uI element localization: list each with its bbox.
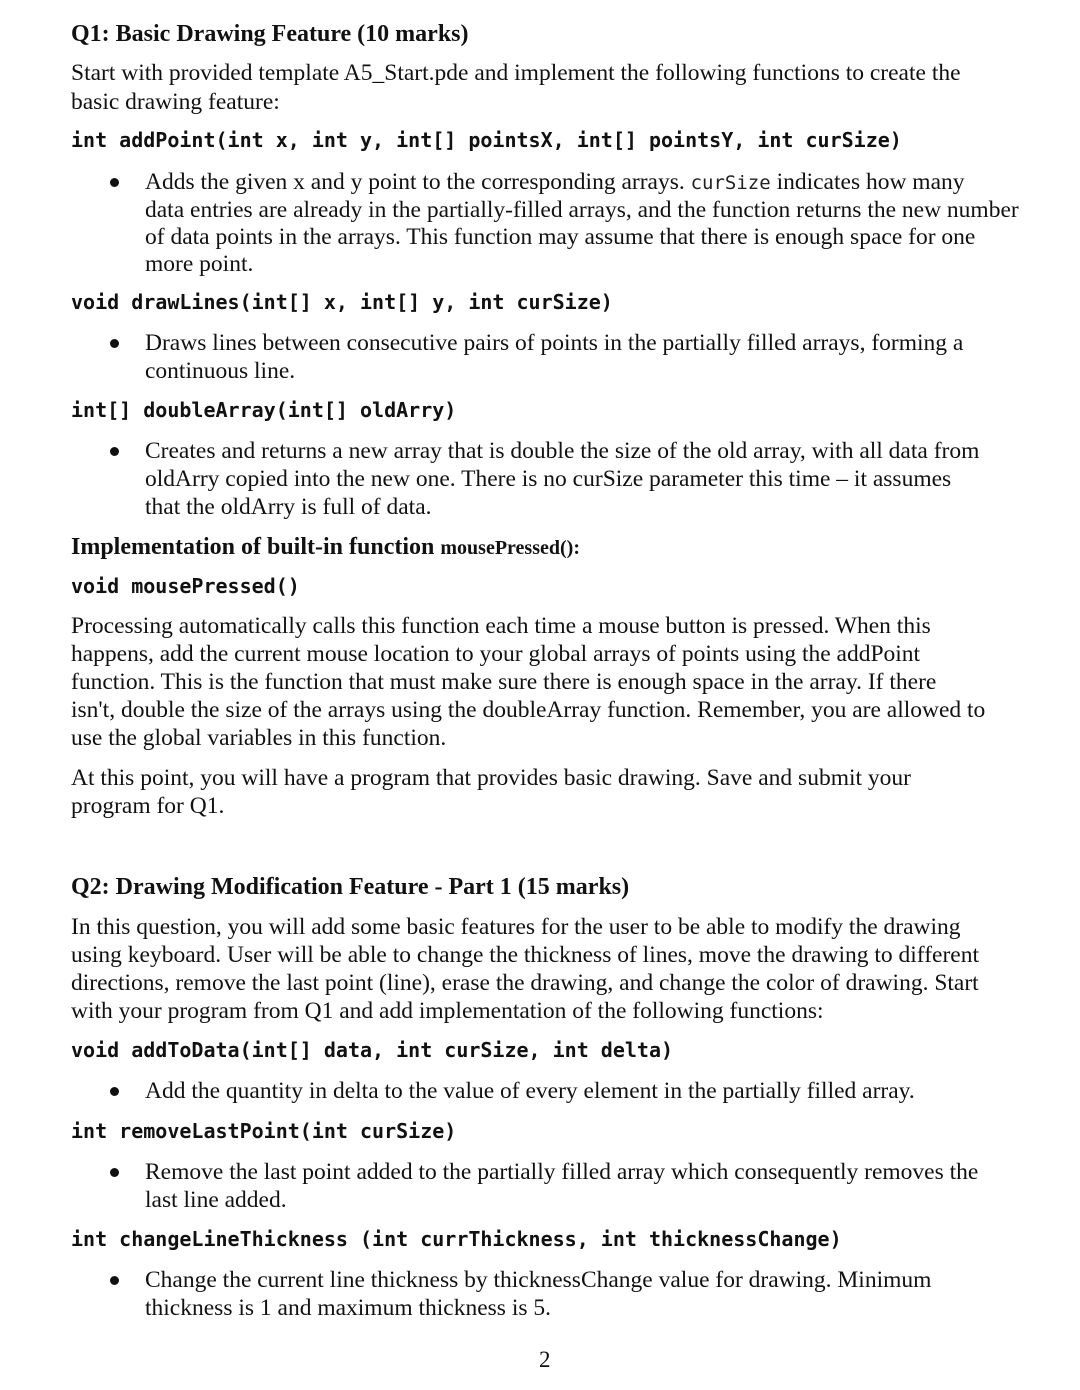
mouse-pressed-line-1: Processing automatically calls this function each time a mouse button is pressed. When this [71, 613, 931, 639]
q2-intro-line-3: directions, remove the last point (line), erase the drawing, and change the color of drawing. Start [71, 970, 979, 996]
change-thickness-signature: int changeLineThickness (int currThickness, int thicknessChange) [71, 1227, 842, 1251]
mouse-pressed-line-5: use the global variables in this function. [71, 725, 447, 751]
bullet-icon [110, 178, 119, 187]
q2-intro-line-4: with your program from Q1 and add implementation of the following functions: [71, 998, 824, 1024]
closing-line-2: program for Q1. [71, 793, 225, 819]
add-point-bullet-line-4: more point. [145, 251, 254, 277]
q1-intro-line-1: Start with provided template A5_Start.pde and implement the following functions to create the [71, 60, 961, 86]
builtin-heading-fn: mousePressed(): [440, 537, 580, 559]
double-array-bullet-line-3: that the oldArry is full of data. [145, 494, 432, 520]
add-point-text-after: indicates how many [776, 169, 965, 195]
thickness-bullet-line-2: thickness is 1 and maximum thickness is 5. [145, 1295, 551, 1321]
builtin-heading-text: Implementation of built-in function [71, 534, 435, 560]
draw-lines-signature: void drawLines(int[] x, int[] y, int curSize) [71, 290, 613, 314]
add-point-bullet-line-3: of data points in the arrays. This function may assume that there is enough space for one [145, 224, 976, 250]
remove-last-bullet-line-2: last line added. [145, 1187, 287, 1213]
q2-intro-line-1: In this question, you will add some basic features for the user to be able to modify the drawing [71, 914, 961, 940]
q2-heading: Q2: Drawing Modification Feature - Part 1 (15 marks) [71, 874, 630, 900]
double-array-bullet-line-1: Creates and returns a new array that is double the size of the old array, with all data from [145, 438, 980, 464]
add-point-text-before: Adds the given x and y point to the corresponding arrays. [145, 169, 685, 195]
builtin-function-heading [71, 533, 580, 562]
double-array-bullet-line-2: oldArry copied into the new one. There is no curSize parameter this time – it assumes [145, 466, 952, 492]
q1-heading: Q1: Basic Drawing Feature (10 marks) [71, 21, 469, 47]
bullet-icon [110, 1276, 119, 1285]
thickness-bullet-line-1: Change the current line thickness by thicknessChange value for drawing. Minimum [145, 1267, 932, 1293]
add-point-signature: int addPoint(int x, int y, int[] pointsX, int[] pointsY, int curSize) [71, 128, 902, 152]
draw-lines-bullet-line-2: continuous line. [145, 358, 296, 384]
mouse-pressed-line-4: isn't, double the size of the arrays using the doubleArray function. Remember, you are allowed to [71, 697, 986, 723]
draw-lines-bullet-line-1: Draws lines between consecutive pairs of points in the partially filled arrays, forming a [145, 330, 964, 356]
mouse-pressed-line-2: happens, add the current mouse location to your global arrays of points using the addPoint [71, 641, 921, 667]
remove-last-point-signature: int removeLastPoint(int curSize) [71, 1119, 457, 1143]
bullet-icon [110, 339, 119, 348]
add-point-bullet-line-1 [145, 168, 965, 197]
mouse-pressed-line-3: function. This is the function that must make sure there is enough space in the array. If there [71, 669, 937, 695]
closing-line-1: At this point, you will have a program that provides basic drawing. Save and submit your [71, 765, 911, 791]
add-to-data-bullet-line-1: Add the quantity in delta to the value of every element in the partially filled array. [145, 1078, 915, 1104]
remove-last-bullet-line-1: Remove the last point added to the partially filled array which consequently removes the [145, 1159, 979, 1185]
double-array-signature: int[] doubleArray(int[] oldArry) [71, 398, 457, 422]
bullet-icon [110, 1168, 119, 1177]
q1-intro-line-2: basic drawing feature: [71, 89, 280, 115]
page-number: 2 [539, 1347, 551, 1372]
bullet-icon [110, 1087, 119, 1096]
add-to-data-signature: void addToData(int[] data, int curSize, int delta) [71, 1038, 674, 1062]
q2-intro-line-2: using keyboard. User will be able to change the thickness of lines, move the drawing to different [71, 942, 979, 968]
mouse-pressed-signature: void mousePressed() [71, 574, 300, 598]
cursize-inline-code: curSize [690, 172, 771, 194]
add-point-bullet-line-2: data entries are already in the partially-filled arrays, and the function returns the new number [145, 197, 1019, 223]
bullet-icon [110, 447, 119, 456]
